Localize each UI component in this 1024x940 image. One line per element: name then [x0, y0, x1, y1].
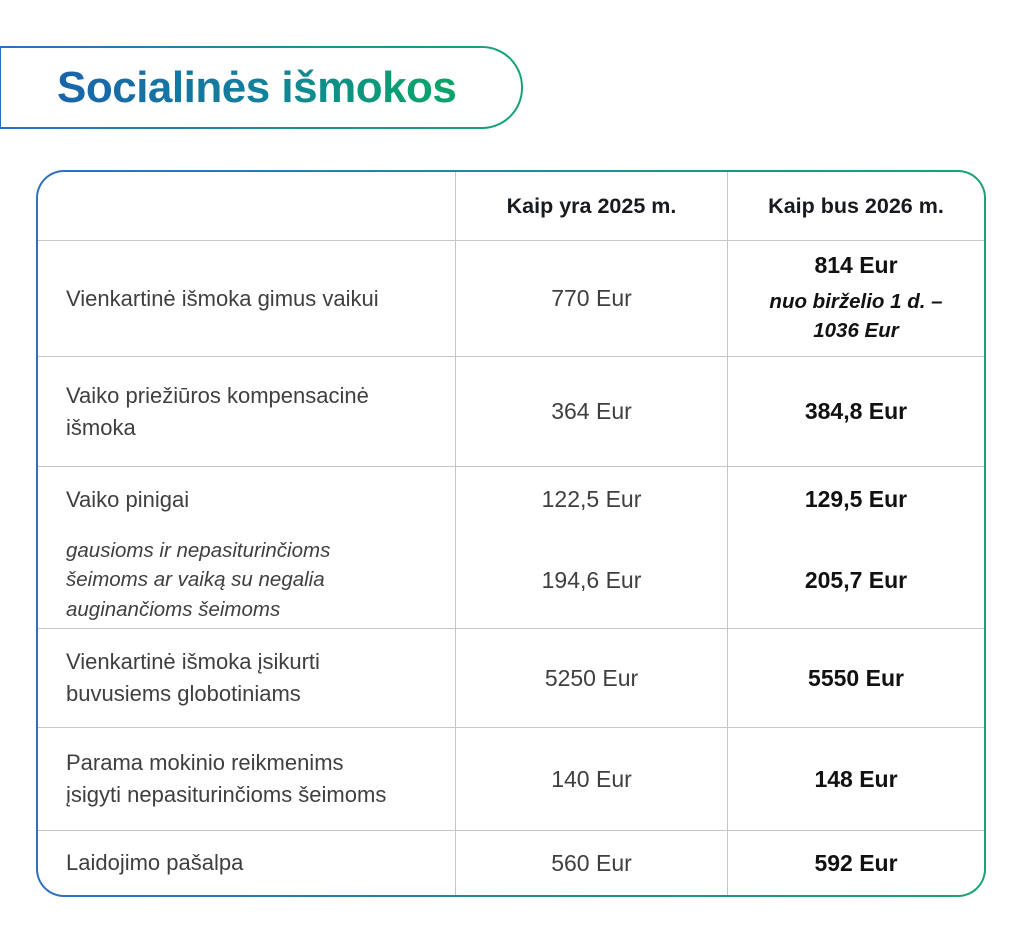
- table-row: [38, 830, 984, 895]
- value-2026-cell: [727, 241, 984, 356]
- row-sublabel-wrap: [66, 533, 395, 628]
- value-2026: 592 Eur: [727, 831, 984, 895]
- value-2025: 122,5 Eur: [541, 486, 642, 513]
- page-title: Socialinės išmokos: [1, 66, 456, 110]
- benefits-table-inner: [38, 172, 984, 895]
- value-2026: 814 Eur: [814, 251, 898, 278]
- row-label: Vaiko priežiūros kompensacinė išmoka: [66, 382, 369, 440]
- table-row: [38, 240, 984, 356]
- table-row: [38, 356, 984, 466]
- value-2026: 129,5 Eur: [804, 486, 908, 513]
- header-cell-2026: Kaip bus 2026 m.: [727, 172, 984, 240]
- table-row: [38, 727, 984, 830]
- benefits-table: [36, 170, 986, 897]
- row-label-cell: [38, 467, 455, 628]
- row-label: Parama mokinio reikmenims įsigyti nepasiturinčioms šeimoms: [66, 750, 387, 807]
- title-banner: [0, 46, 523, 129]
- value-2025: 5250 Eur: [455, 629, 727, 727]
- row-label: Vaiko pinigai: [66, 486, 190, 512]
- value-2026: 148 Eur: [727, 728, 984, 830]
- row-sublabel: gausioms ir nepasiturinčioms šeimoms ar vaiką su negalia auginančioms šeimoms: [66, 538, 331, 622]
- value-2025: 770 Eur: [455, 241, 727, 356]
- table-row: [38, 628, 984, 727]
- row-label: Laidojimo pašalpa: [66, 850, 244, 876]
- value-2025: 364 Eur: [455, 357, 727, 466]
- value-2026-special: 205,7 Eur: [804, 566, 908, 593]
- row-label: Vienkartinė išmoka įsikurti buvusiems globotiniams: [66, 649, 320, 706]
- value-2025-cell: [455, 467, 727, 628]
- row-label: Vienkartinė išmoka gimus vaikui: [66, 285, 379, 311]
- value-2025-special: 194,6 Eur: [541, 566, 642, 593]
- value-2025: 140 Eur: [455, 728, 727, 830]
- table-header-row: [38, 172, 984, 240]
- value-2026-note: nuo birželio 1 d. – 1036 Eur: [769, 289, 943, 342]
- value-2026: 5550 Eur: [727, 629, 984, 727]
- header-cell-empty: [38, 172, 455, 240]
- value-2026-cell: [727, 467, 984, 628]
- value-2026: 384,8 Eur: [727, 357, 984, 466]
- title-banner-inner: [1, 48, 521, 127]
- value-2025: 560 Eur: [455, 831, 727, 895]
- header-cell-2025: Kaip yra 2025 m.: [455, 172, 727, 240]
- table-row: [38, 466, 984, 628]
